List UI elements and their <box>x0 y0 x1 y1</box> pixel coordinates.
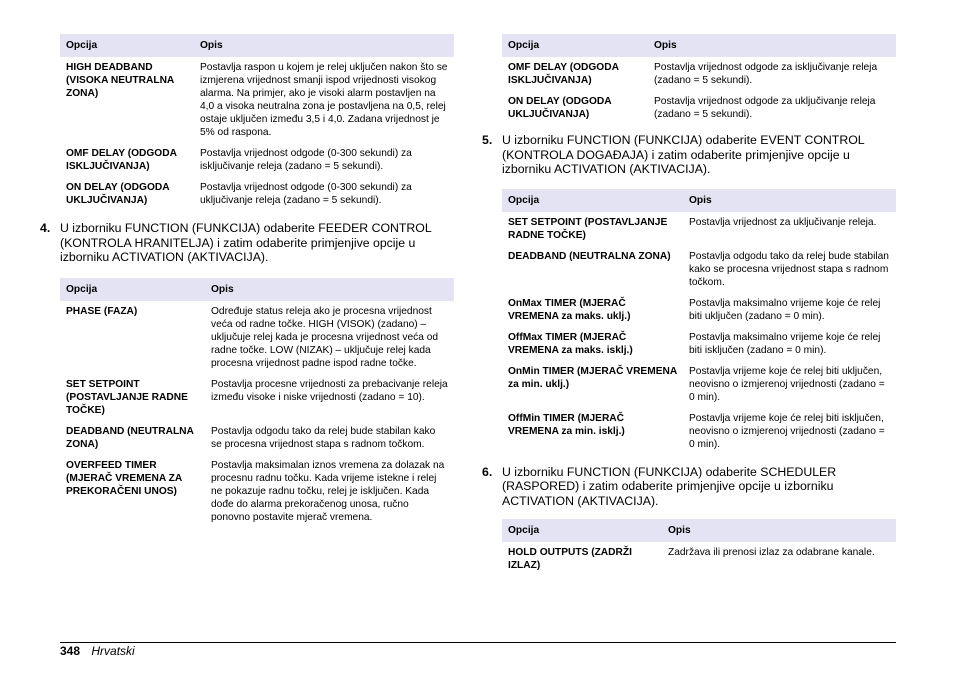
step-number: 4. <box>40 221 51 235</box>
option-description: Postavlja odgodu tako da relej bude stabilan kako se procesna vrijednost stapa s radnom točkom. <box>211 425 436 450</box>
column-header-description: Opis <box>662 519 896 542</box>
option-name: DEADBAND (NEUTRALNA ZONA) <box>508 250 671 262</box>
table-header-row <box>502 189 896 212</box>
option-name: OffMax TIMER (MJERAČ VREMENA za maks. isklj.) <box>508 331 633 356</box>
option-name: ON DELAY (ODGODA UKLJUČIVANJA) <box>508 96 612 120</box>
page-footer <box>60 644 135 658</box>
option-name: OMF DELAY (ODGODA ISKLJUČIVANJA) <box>508 62 619 86</box>
table-header-row <box>60 34 454 57</box>
table-row <box>60 143 454 177</box>
option-name: ON DELAY (ODGODA UKLJUČIVANJA) <box>66 182 170 206</box>
right-column <box>482 34 896 576</box>
table-row <box>502 57 896 91</box>
footer-divider <box>60 642 896 643</box>
option-description: Postavlja procesne vrijednosti za prebacivanje releja između visoke i niske vrijednosti (zadano = 10). <box>211 378 448 403</box>
table-header-row <box>502 519 896 542</box>
option-name: DEADBAND (NEUTRALNA ZONA) <box>66 425 194 450</box>
options-table <box>502 519 896 576</box>
table-row <box>502 212 896 246</box>
option-description: Postavlja maksimalno vrijeme koje će relej biti uključen (zadano = 0 min). <box>689 297 881 322</box>
option-description: Postavlja odgodu tako da relej bude stabilan kako se procesna vrijednost stapa s radnom točkom. <box>689 250 889 288</box>
options-table <box>502 189 896 455</box>
step-number: 5. <box>482 133 493 147</box>
option-name: HOLD OUTPUTS (ZADRŽI IZLAZ) <box>508 547 632 571</box>
table-row <box>502 542 896 576</box>
table-row <box>60 374 454 421</box>
table-row <box>502 293 896 327</box>
table-row <box>60 57 454 143</box>
step-text: U izborniku FUNCTION (FUNKCIJA) odaberite SCHEDULER (RASPORED) i zatim odaberite primjenjive opcije u izborniku ACTIVATION (AKTIVACIJA). <box>502 464 837 508</box>
column-header-option: Opcija <box>502 189 683 212</box>
option-description: Postavlja vrijeme koje će relej biti uključen, neovisno o izmjerenoj vrijednosti (zadano = 0 min). <box>689 365 885 403</box>
option-name: OnMax TIMER (MJERAČ VREMENA za maks. uklj.) <box>508 297 631 322</box>
column-header-option: Opcija <box>60 278 205 301</box>
table-row <box>60 421 454 455</box>
option-description: Postavlja vrijednost za uključivanje releja. <box>689 216 877 228</box>
option-description: Zadržava ili prenosi izlaz za odabrane kanale. <box>668 547 875 558</box>
column-header-option: Opcija <box>502 519 662 542</box>
options-table <box>60 34 454 211</box>
option-name: OMF DELAY (ODGODA ISKLJUČIVANJA) <box>66 148 177 172</box>
column-header-option: Opcija <box>502 34 648 57</box>
column-header-description: Opis <box>683 189 896 212</box>
option-description: Postavlja vrijeme koje će relej biti isključen, neovisno o izmjerenoj vrijednosti (zadano = 0 min). <box>689 412 885 450</box>
table-row <box>502 91 896 125</box>
options-table <box>60 278 454 528</box>
table-row <box>60 301 454 374</box>
table-row <box>502 408 896 455</box>
option-name: SET SETPOINT (POSTAVLJANJE RADNE TOČKE) <box>508 216 668 241</box>
page-number: 348 <box>60 644 81 658</box>
option-description: Postavlja vrijednost odgode (0-300 sekundi) za uključivanje releja (zadano = 5 sekundi). <box>200 182 412 206</box>
option-description: Postavlja raspon u kojem je relej uključen nakon što se izmjerena vrijednost smanji ispod vrijednosti visokog alarma. Na primjer, ako je visoki alarm postavljen na 4,0 a visoka neutralna zona je postavljena na 0,5, relej ostaje uključen između 3,5 i 4,0. Zadana vrijednost je 5% od raspona. <box>200 62 448 138</box>
table-header-row <box>60 278 454 301</box>
table-row <box>502 361 896 408</box>
option-name: OnMin TIMER (MJERAČ VREMENA za min. uklj.) <box>508 365 677 390</box>
column-header-description: Opis <box>194 34 454 57</box>
table-header-row <box>502 34 896 57</box>
option-name: HIGH DEADBAND (VISOKA NEUTRALNA ZONA) <box>66 62 174 99</box>
column-header-description: Opis <box>648 34 896 57</box>
procedure-step <box>482 464 896 509</box>
option-description: Postavlja vrijednost odgode za isključivanje releja (zadano = 5 sekundi). <box>654 62 878 86</box>
step-text: U izborniku FUNCTION (FUNKCIJA) odaberite FEEDER CONTROL (KONTROLA HRANITELJA) i zatim odaberite primjenjive opcije u izborniku ACTIVATION (AKTIVACIJA). <box>60 221 432 264</box>
option-name: SET SETPOINT (POSTAVLJANJE RADNE TOČKE) <box>66 378 188 416</box>
procedure-step <box>482 133 896 177</box>
left-column <box>40 34 454 528</box>
step-number: 6. <box>482 464 493 479</box>
column-header-option: Opcija <box>60 34 194 57</box>
option-name: PHASE (FAZA) <box>66 305 138 317</box>
option-description: Postavlja maksimalan iznos vremena za dolazak na procesnu radnu točku. Kada vrijeme istekne i relej ne pokazuje radnu točku, relej je isključen. Kada dođe do alarma prekoračenog unosa, ručno ponovno postavite mjerač vremena. <box>211 459 445 523</box>
option-description: Postavlja vrijednost odgode za uključivanje releja (zadano = 5 sekundi). <box>654 96 876 120</box>
table-row <box>502 327 896 361</box>
option-name: OVERFEED TIMER (MJERAČ VREMENA ZA PREKORAČENI UNOS) <box>66 459 182 497</box>
table-row <box>502 246 896 293</box>
options-table <box>502 34 896 125</box>
step-text: U izborniku FUNCTION (FUNKCIJA) odaberite EVENT CONTROL (KONTROLA DOGAĐAJA) i zatim odaberite primjenjive opcije u izborniku ACTIVATION (AKTIVACIJA). <box>502 133 865 176</box>
procedure-step <box>40 221 454 265</box>
table-row <box>60 177 454 211</box>
footer-language: Hrvatski <box>91 644 135 658</box>
column-header-description: Opis <box>205 278 454 301</box>
option-name: OffMin TIMER (MJERAČ VREMENA za min. isklj.) <box>508 412 625 437</box>
option-description: Određuje status releja ako je procesna vrijednost veća od radne točke. HIGH (VISOK) (zadano) – uključuje relej kada je procesna vrijednost veća od radne točke. LOW (NIZAK) – uključuje relej kada procesna vrijednost padne ispod radne točke. <box>211 305 439 369</box>
option-description: Postavlja vrijednost odgode (0-300 sekundi) za isključivanje releja (zadano = 5 sekundi). <box>200 148 412 172</box>
table-row <box>60 455 454 528</box>
option-description: Postavlja maksimalno vrijeme koje će relej biti isključen (zadano = 0 min). <box>689 331 881 356</box>
